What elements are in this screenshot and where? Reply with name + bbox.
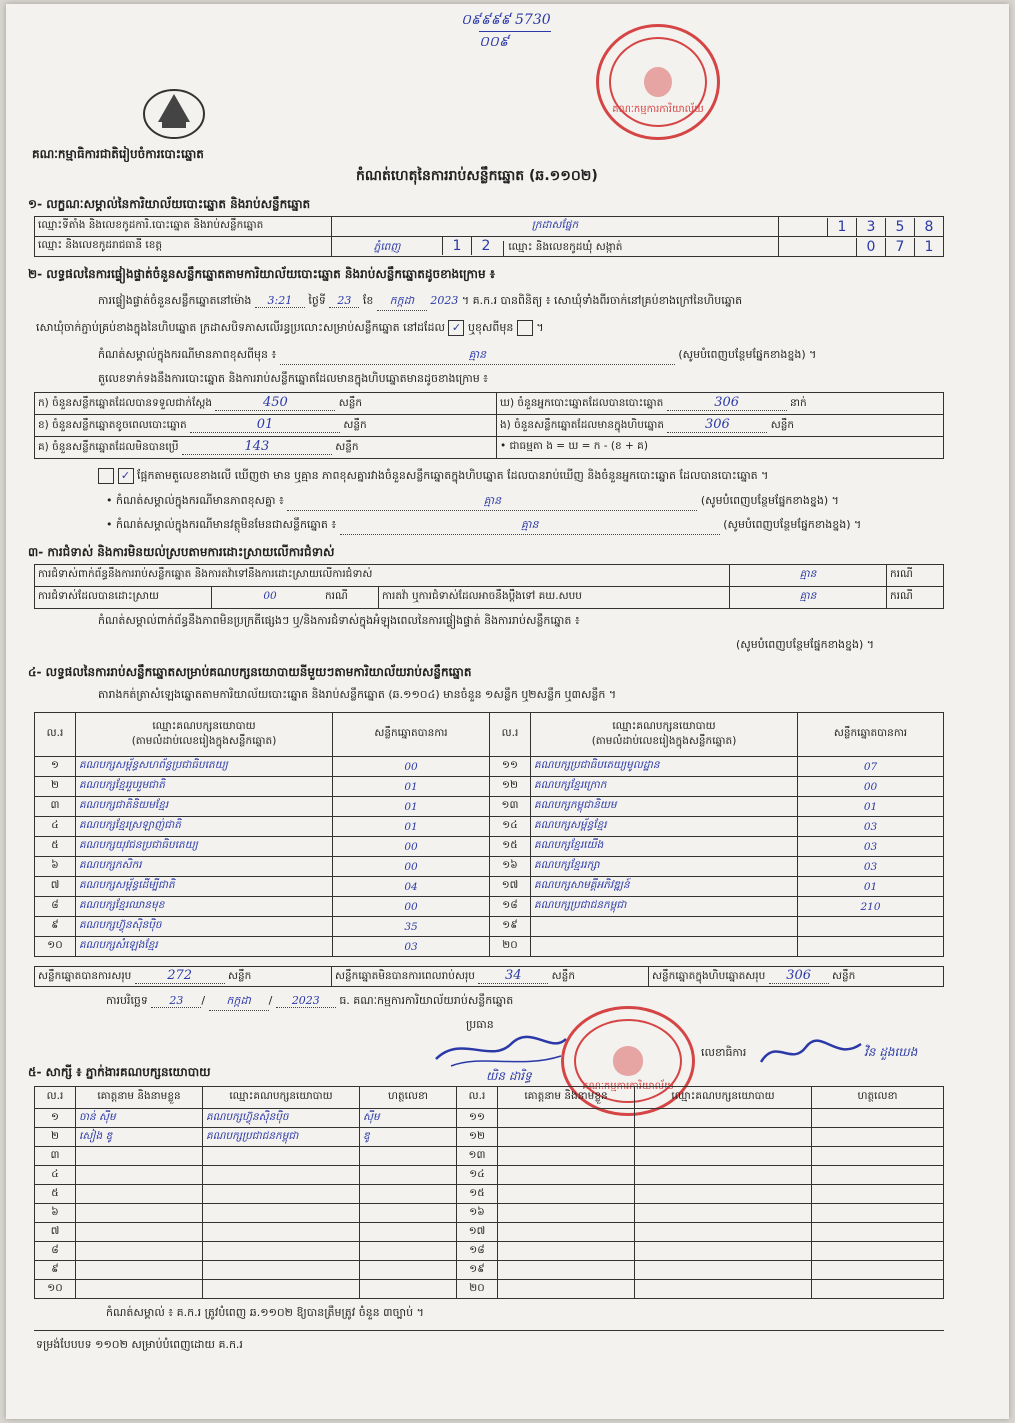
result-votes: 03 [333, 937, 490, 957]
result-votes: 00 [333, 897, 490, 917]
result-no: ៧ [35, 877, 76, 897]
table-row [35, 857, 944, 877]
bullet2: • កំណត់សម្គាល់ក្នុងករណីមានវត្ថុមិនមែនជាសន្លឹកឆ្នោត ៖ គ្មាន (សូមបំពេញបន្ថែមផ្នែកខាងខ្នង) ។ [106, 518, 986, 535]
result-party: គណបក្សខ្មែរក្រោក [531, 777, 798, 797]
witness-signature [360, 1204, 457, 1223]
result-party: គណបក្សប្រជាជនកម្ពុជា [531, 897, 798, 917]
witness-name [76, 1261, 203, 1280]
province-value: ភ្នំពេញ [373, 241, 401, 253]
result-no: ៩ [35, 917, 76, 937]
result-party [531, 937, 798, 957]
result-party: គណបក្សកសិករ [76, 857, 333, 877]
has-difference-checkbox [98, 468, 114, 484]
witness-no: ១៥ [457, 1185, 498, 1204]
table-row [35, 937, 944, 957]
result-party: គណបក្សប្រជាធិបតេយ្យមូលដ្ឋាន [531, 757, 798, 777]
table-row [35, 1223, 944, 1242]
table-row [35, 1204, 944, 1223]
result-votes: 01 [333, 797, 490, 817]
result-no: ១៤ [490, 817, 531, 837]
result-votes: 03 [798, 857, 944, 877]
result-no: ៨ [35, 897, 76, 917]
witness-no: ១៤ [457, 1166, 498, 1185]
result-votes: 03 [798, 817, 944, 837]
table-row [35, 757, 944, 777]
table-row [35, 1128, 944, 1147]
result-no: ១៧ [490, 877, 531, 897]
result-party: គណបក្សជាតិនិយមខ្មែរ [76, 797, 333, 817]
witness-signature [812, 1204, 944, 1223]
witness-no: ៣ [35, 1147, 76, 1166]
seal-same-checkbox: ✓ [448, 320, 464, 336]
witness-no: ៧ [35, 1223, 76, 1242]
witness-signature [812, 1223, 944, 1242]
witness-party [635, 1185, 812, 1204]
witness-no: ២០ [457, 1280, 498, 1299]
chair-signature [431, 1024, 571, 1074]
table-row [35, 1109, 944, 1128]
witness-no: ១២ [457, 1128, 498, 1147]
witness-party [635, 1109, 812, 1128]
table-row [35, 877, 944, 897]
commune-label: ឈ្មោះ និងលេខកូដឃុំ សង្កាត់ [503, 241, 622, 256]
witness-signature [360, 1185, 457, 1204]
witness-name [498, 1280, 635, 1299]
result-party: គណបក្សខ្មែររក្សា [531, 857, 798, 877]
table-row [35, 837, 944, 857]
witness-name [498, 1147, 635, 1166]
witness-party [635, 1147, 812, 1166]
province-cell: ភ្នំពេញ 1 2 ឈ្មោះ និងលេខកូដឃុំ សង្កាត់ [332, 237, 779, 257]
witness-signature [360, 1280, 457, 1299]
witness-name [76, 1166, 203, 1185]
result-votes: 04 [333, 877, 490, 897]
section2-title: ២- លទ្ធផលនៃការផ្ទៀងផ្ទាត់ចំនួនសន្លឹកឆ្នោតតាមការិយាល័យបោះឆ្នោត និងរាប់សន្លឹកឆ្នោតដូចខាងក្រោម ៖ [28, 267, 496, 281]
table-row [35, 1242, 944, 1261]
witness-party [635, 1280, 812, 1299]
result-votes: 00 [333, 757, 490, 777]
section1-title: ១- លក្ខណៈសម្គាល់នៃការិយាល័យបោះឆ្នោត និងរាប់សន្លឹកឆ្នោត [28, 197, 311, 211]
footer-rule [34, 1330, 944, 1331]
witness-party [635, 1128, 812, 1147]
witness-party [203, 1166, 360, 1185]
results-table: ល.រ ឈ្មោះគណបក្សនយោបាយ (តាមលំដាប់លេខរៀងក្នុងសន្លឹកឆ្នោត) សន្លឹកឆ្នោតបានការ ល.រ ឈ្មោះគណបក្សនយោបាយ (តាមលំដាប់លេខរៀងក្នុងសន្លឹកឆ្នោត) សន្លឹកឆ្នោតបានការ ១ គណបក្សសម្ព័ន្ធសហព័ន្ធប្រជាធិបតេយ្យ 00 ១១ គណបក្សប្រជាធិបតេយ្យមូលដ្ឋាន 07 ២ គណបក្សខ្មែររួបរួមជាតិ 01 ១២ គណបក្សខ្មែរក្រោក 00 ៣ គណបក្សជាតិនិយមខ្មែរ 01 ១៣ គណបក្សកម្ពុជានិយម 01 ៤ គណបក្សខ្មែរស្រឡាញ់ជាតិ 01 ១៤ គណបក្សសម្ព័ន្ធខ្មែរ 03 ៥ គណបក្សយុវជនប្រជាធិបតេយ្យ 00 ១៥ គណបក្សខ្មែរយើង 03 ៦ គណបក្សកសិករ 00 ១៦ គណបក្សខ្មែររក្សា 03 ៧ គណបក្សសម្ព័ន្ធដើម្បីជាតិ 04 ១៧ គណបក្សសាមគ្គីអភិវឌ្ឍន៍ 01 ៨ គណបក្សខ្មែរឈានមុខ 00 ១៨ គណបក្សប្រជាជនកម្ពុជា 210 ៩ គណបក្សហ៊្វុនស៊ិនប៉ិច 35 ១៩ ១០ គណបក្សសំឡេងខ្មែរ 03 ២០ [34, 712, 944, 957]
witness-name [76, 1185, 203, 1204]
result-no: ៦ [35, 857, 76, 877]
witness-no: ១១ [457, 1109, 498, 1128]
result-votes: 01 [333, 777, 490, 797]
result-votes: 03 [798, 837, 944, 857]
note1: កំណត់សម្គាល់ក្នុងករណីមានភាពខុសពីមុន ៖ គ្មាន (សូមបំពេញបន្ថែមផ្នែកខាងខ្នង) ។ [98, 348, 978, 365]
result-party: គណបក្សសាមគ្គីអភិវឌ្ឍន៍ [531, 877, 798, 897]
secretary-name: វិន ដួងឃេង [864, 1045, 918, 1059]
org-name: គណៈកម្មាធិការជាតិរៀបចំការបោះឆ្នោត [32, 147, 204, 161]
witness-signature [812, 1109, 944, 1128]
result-no: ៥ [35, 837, 76, 857]
result-party: គណបក្សកម្ពុជានិយម [531, 797, 798, 817]
seal-changed-checkbox [517, 320, 533, 336]
seal-line: សោឃុំចាក់ភ្ជាប់គ្រប់ខាងក្នុងនៃហិបឆ្នោត ក្រដាសបិទភាសលើរន្ធប្រលោះសម្រាប់សន្លឹកឆ្នោត នៅដដែល ✓ ឬខុសពីមុន ។ [36, 321, 544, 334]
witness-name [76, 1280, 203, 1299]
witness-signature [812, 1242, 944, 1261]
commune-code: 0 7 1 [779, 237, 944, 257]
result-votes: 01 [333, 817, 490, 837]
result-party: គណបក្សខ្មែរស្រឡាញ់ជាតិ [76, 817, 333, 837]
location-code: 1 3 5 8 [779, 217, 944, 237]
witness-party [203, 1280, 360, 1299]
result-votes [798, 937, 944, 957]
table-row [35, 1147, 944, 1166]
no-difference-checkbox: ✓ [118, 468, 134, 484]
bullet1: • កំណត់សម្គាល់ក្នុងករណីមានភាពខុសគ្នា ៖ គ្មាន (សូមបំពេញបន្ថែមផ្នែកខាងខ្នង) ។ [106, 494, 986, 511]
result-no: ២០ [490, 937, 531, 957]
result-no: ៣ [35, 797, 76, 817]
witness-party [203, 1261, 360, 1280]
section3-note: កំណត់សម្គាល់ពាក់ព័ន្ធនឹងភាពមិនប្រក្រតីផ្សេងៗ ឬ/និងការជំទាស់ក្នុងអំឡុងពេលនៃការផ្ទៀងផ្ទាត់ និងការរាប់សន្លឹកឆ្នោត ៖ [98, 614, 580, 627]
witness-name: សៀង ឌូ [76, 1128, 203, 1147]
witness-no: ៨ [35, 1242, 76, 1261]
result-no: ២ [35, 777, 76, 797]
witness-name [498, 1128, 635, 1147]
result-votes: 00 [798, 777, 944, 797]
witness-no: ៥ [35, 1185, 76, 1204]
witness-no: ១៨ [457, 1242, 498, 1261]
witness-party: គណបក្សហ៊្វុនស៊ិនប៉ិច [203, 1109, 360, 1128]
witness-signature [812, 1261, 944, 1280]
result-no: ១១ [490, 757, 531, 777]
result-no: ១៨ [490, 897, 531, 917]
result-party: គណបក្សខ្មែរយើង [531, 837, 798, 857]
witness-no: ១០ [35, 1280, 76, 1299]
witness-signature [812, 1280, 944, 1299]
witness-signature [812, 1128, 944, 1147]
table-row [35, 1261, 944, 1280]
witness-signature [812, 1185, 944, 1204]
witness-party [635, 1223, 812, 1242]
table-row [35, 917, 944, 937]
result-votes: 00 [333, 857, 490, 877]
witness-signature [360, 1166, 457, 1185]
witness-no: ១៣ [457, 1147, 498, 1166]
witness-no: ២ [35, 1128, 76, 1147]
witness-signature [360, 1223, 457, 1242]
section3-note-suffix: (សូមបំពេញបន្ថែមផ្នែកខាងខ្នង) ។ [736, 638, 875, 651]
witness-party: គណបក្សប្រជាជនកម្ពុជា [203, 1128, 360, 1147]
form-footer: ទម្រង់បែបបទ ១១០២ សម្រាប់បំពេញដោយ គ.ក.រ [36, 1338, 243, 1351]
result-votes: 07 [798, 757, 944, 777]
witness-party [203, 1242, 360, 1261]
witness-signature [360, 1242, 457, 1261]
witness-name: ចាន់ ស៊ីម [76, 1109, 203, 1128]
result-votes: 210 [798, 897, 944, 917]
result-no: ១ [35, 757, 76, 777]
witness-signature: ឌូ [360, 1128, 457, 1147]
witness-signature [812, 1147, 944, 1166]
witness-no: ៩ [35, 1261, 76, 1280]
section2-intro: តួលេខទាក់ទងនឹងការបោះឆ្នោត និងការរាប់សន្លឹកឆ្នោតដែលមានក្នុងហិបឆ្នោតមានដូចខាងក្រោម ៖ [98, 372, 489, 385]
result-party: គណបក្សខ្មែរឈានមុខ [76, 897, 333, 917]
form-title: កំណត់ហេតុនៃការរាប់សន្លឹកឆ្នោត (ឆ.១១០២) [356, 168, 598, 184]
witness-name [498, 1185, 635, 1204]
official-stamp-top: គណៈកម្មការការិយាល័យ [596, 24, 720, 140]
witness-name [498, 1223, 635, 1242]
chair-label: ប្រធាន [466, 1018, 494, 1031]
result-party: គណបក្សហ៊្វុនស៊ិនប៉ិច [76, 917, 333, 937]
table-row [35, 897, 944, 917]
difference-line: ✓ ផ្អែកតាមតួលេខខាងលើ ឃើញថា មាន ឬគ្មាន ភាពខុសគ្នារវាងចំនួនសន្លឹកឆ្នោតក្នុងហិបឆ្នោត ដែលបានរាប់ឃើញ និងចំនួនអ្នកបោះឆ្នោត ដែលបានបោះឆ្នោត ។ [98, 468, 988, 485]
witness-name [76, 1147, 203, 1166]
table-row [35, 1185, 944, 1204]
witness-no: ១ [35, 1109, 76, 1128]
witness-name [76, 1223, 203, 1242]
witness-party [635, 1166, 812, 1185]
witness-name [498, 1166, 635, 1185]
witness-party [203, 1204, 360, 1223]
witness-signature: ស៊ីម [360, 1109, 457, 1128]
table-row [35, 817, 944, 837]
witness-party [635, 1242, 812, 1261]
witness-party [635, 1261, 812, 1280]
section4-intro: តារាងកត់ត្រាសំឡេងឆ្នោតតាមការិយាល័យបោះឆ្នោត និងរាប់សន្លឹកឆ្នោត (ឆ.១១០៤) មានចំនួន ១សន្លឹក ឬ២សន្លឹក ឬ៣សន្លឹក ។ [98, 688, 617, 701]
emblem-logo [138, 82, 210, 146]
top-note: ០៩៩៩៩ 5730 ០០៩ [461, 10, 551, 53]
secretary-label: លេខាធិការ [701, 1046, 747, 1059]
result-no: ១០ [35, 937, 76, 957]
location-value: ក្រដាសផ្នែក [332, 217, 779, 237]
witness-name [498, 1261, 635, 1280]
witness-party [203, 1185, 360, 1204]
province-label: ឈ្មោះ និងលេខកូដរាជធានី ខេត្ត [35, 237, 332, 257]
result-votes: 01 [798, 877, 944, 897]
result-party: គណបក្សយុវជនប្រជាធិបតេយ្យ [76, 837, 333, 857]
witness-signature [360, 1261, 457, 1280]
official-stamp-bottom: គណៈកម្មការការិយាល័យ [561, 1006, 695, 1116]
table-row [35, 1166, 944, 1185]
table-row [35, 777, 944, 797]
witness-no: ៤ [35, 1166, 76, 1185]
section3-title: ៣- ការជំទាស់ និងការមិនយល់ស្របតាមការដោះស្រាយលើការជំទាស់ [28, 545, 335, 559]
result-party: គណបក្សខ្មែររួបរួមជាតិ [76, 777, 333, 797]
witness-no: ៦ [35, 1204, 76, 1223]
result-no: ១៦ [490, 857, 531, 877]
witness-no: ១៩ [457, 1261, 498, 1280]
result-no: ១២ [490, 777, 531, 797]
result-votes: 00 [333, 837, 490, 857]
table-row [35, 797, 944, 817]
ballot-count-table: ក) ចំនួនសន្លឹកឆ្នោតដែលបានទទួលជាក់ស្តែង 450 សន្លឹក ឃ) ចំនួនអ្នកបោះឆ្នោតដែលបានបោះឆ្នោត 306 នាក់ ខ) ចំនួនសន្លឹកឆ្នោតខូចពេលបោះឆ្នោត 01 សន្លឹក ង) ចំនួនសន្លឹកឆ្នោតដែលមានក្នុងហិបឆ្នោត 306 សន្លឹក គ) ចំនួនសន្លឹកឆ្នោតដែលមិនបានប្រើ 143 សន្លឹក • ជាធម្មតា ង = ឃ = ក - (ខ + គ) [34, 392, 944, 459]
witness-name [498, 1242, 635, 1261]
result-party: គណបក្សសម្ព័ន្ធដើម្បីជាតិ [76, 877, 333, 897]
result-party: គណបក្សសម្ព័ន្ធសហព័ន្ធប្រជាធិបតេយ្យ [76, 757, 333, 777]
result-votes: 01 [798, 797, 944, 817]
witness-party [203, 1147, 360, 1166]
document-page [6, 4, 1009, 1419]
result-votes [798, 917, 944, 937]
witness-party [635, 1204, 812, 1223]
witness-signature [812, 1166, 944, 1185]
result-party [531, 917, 798, 937]
location-label: ឈ្មោះទីតាំង និងលេខកូដការិ.បោះឆ្នោត និងរាប់សន្លឹកឆ្នោត [35, 217, 332, 237]
witness-no: ១៧ [457, 1223, 498, 1242]
witness-name [76, 1204, 203, 1223]
footnote: កំណត់សម្គាល់ ៖ គ.ក.រ ត្រូវបំពេញ ឆ.១១០២ ឱ្យបានត្រឹមត្រូវ ចំនួន ៣ច្បាប់ ។ [106, 1306, 424, 1319]
result-no: ៤ [35, 817, 76, 837]
result-votes: 35 [333, 917, 490, 937]
result-no: ១៥ [490, 837, 531, 857]
time-line: ការផ្ទៀងផ្ទាត់ចំនួនសន្លឹកឆ្នោតនៅម៉ោង 3:21 ថ្ងៃទី 23 ខែ កក្កដា 2023 ។ គ.ក.រ បានពិនិត្យ ៖ សោឃុំទាំងពីរចាក់នៅគ្រប់ខាងក្រៅនៃហិបឆ្នោត [98, 294, 978, 311]
section4-title: ៤- លទ្ធផលនៃការរាប់សន្លឹកឆ្នោតសម្រាប់គណបក្សនយោបាយនីមួយៗតាមការិយាល័យរាប់សន្លឹកឆ្នោត [28, 665, 472, 679]
witness-name [498, 1204, 635, 1223]
witness-table: ល.រ គោត្តនាម និងនាមខ្លួន ឈ្មោះគណបក្សនយោបាយ ហត្ថលេខា ល.រ គោត្តនាម និងនាមខ្លួន ឈ្មោះគណបក្សនយោបាយ ហត្ថលេខា ១ ចាន់ ស៊ីម គណបក្សហ៊្វុនស៊ិនប៉ិច ស៊ីម ១១ ២ សៀង ឌូ គណបក្សប្រជាជនកម្ពុជា ឌូ ១២ ៣ ១៣ ៤ ១៤ ៥ ១៥ ៦ ១៦ ៧ ១៧ ៨ ១៨ ៩ ១៩ ១០ ២០ [34, 1086, 944, 1299]
witness-party [203, 1223, 360, 1242]
objection-table: ការជំទាស់ពាក់ព័ន្ធនឹងការរាប់សន្លឹកឆ្នោត និងការតវ៉ាទៅនឹងការដោះស្រាយលើការជំទាស់ គ្មាន ករណី ការជំទាស់ដែលបានដោះស្រាយ 00 ករណី ការតវ៉ា ឬការជំទាស់ដែលអាចនឹងប្តឹងទៅ គឃ.សបប គ្មាន ករណី [34, 564, 944, 609]
result-no: ១៣ [490, 797, 531, 817]
date-line: ការបរិច្ឆេទ 23 / កក្កដា / 2023 ធ. គណៈកម្មការការិយាល័យរាប់សន្លឹកឆ្នោត [106, 994, 906, 1011]
section5-title: ៥- សាក្សី ៖ ភ្នាក់ងារគណបក្សនយោបាយ [28, 1065, 211, 1079]
witness-name [498, 1109, 635, 1128]
chair-name: យិន ដារិទ្ធ [486, 1069, 532, 1083]
section1-table [34, 216, 944, 257]
totals-table: សន្លឹកឆ្នោតបានការសរុប 272 សន្លឹក សន្លឹកឆ្នោតមិនបានការពេលរាប់សរុប 34 សន្លឹក សន្លឹកឆ្នោតក្នុងហិបឆ្នោតសរុប 306 សន្លឹក [34, 966, 944, 987]
table-row [35, 1280, 944, 1299]
witness-signature [360, 1147, 457, 1166]
result-party: គណបក្សសំឡេងខ្មែរ [76, 937, 333, 957]
result-no: ១៩ [490, 917, 531, 937]
witness-name [76, 1242, 203, 1261]
witness-no: ១៦ [457, 1204, 498, 1223]
secretary-signature [756, 1032, 866, 1072]
result-party: គណបក្សសម្ព័ន្ធខ្មែរ [531, 817, 798, 837]
